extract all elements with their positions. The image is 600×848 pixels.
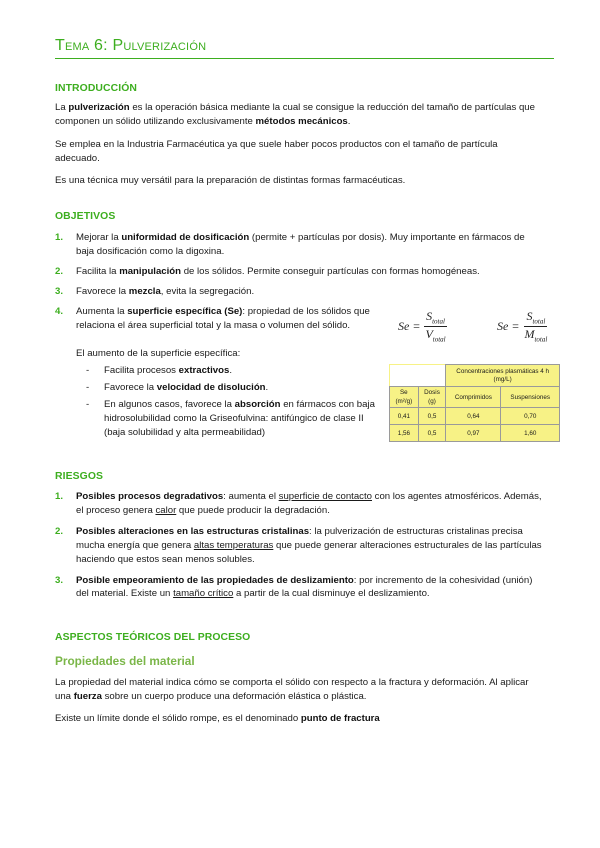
- formula-se-mass: Se = $\frac{S_{total}}{M_{total}}$: [497, 309, 548, 344]
- table-group-header: Concentraciones plasmáticas 4 h (mg/L): [446, 365, 560, 387]
- table-blank-cell: [390, 365, 446, 387]
- list-item: 2. Posibles alteraciones en las estructuras cristalinas: la pulverización de estructuras cristalinas precisa mucha energía que genera altas temperaturas que puede generar alteraciones estructurales de las partículas haciendo que estos sean menos solubles.: [55, 525, 542, 565]
- list-item: 2. Facilita la manipulación de los sólidos. Permite conseguir partículas con formas homogéneas.: [55, 265, 480, 277]
- table-row: [390, 425, 560, 442]
- objetivos-list: [55, 231, 545, 338]
- list-item: 1. Posibles procesos degradativos: aumenta el superficie de contacto con los agentes atmosféricos. Además, el proceso genera calor que puede producir la degradación.: [55, 491, 542, 516]
- table-cell: 0,70: [501, 408, 560, 425]
- table-cell: 1,56: [390, 425, 419, 442]
- table-cell: 0,5: [418, 425, 446, 442]
- list-item: - En algunos casos, favorece la absorción en fármacos con baja hidrosolubilidad como la Griseofulvina: antifúngico de clase II (baja solubilidad y alta permeabilidad): [86, 398, 375, 438]
- sub-intro: El aumento de la superficie específica:: [76, 348, 241, 359]
- table-row: [390, 408, 560, 425]
- subheading-propiedades: Propiedades del material: [55, 654, 195, 668]
- title-divider: [55, 58, 554, 59]
- intro-paragraph-1: La pulverización es la operación básica mediante la cual se consigue la reducción del tamaño de partículas que componen un sólido utilizando exclusivamente métodos mecánicos.: [55, 102, 535, 127]
- table-cell: 0,5: [418, 408, 446, 425]
- list-item: - Favorece la velocidad de disolución.: [86, 381, 269, 393]
- list-item: 4. Aumenta la superficie específica (Se): propiedad de los sólidos que relaciona el área superficial total y la masa o volumen del sólido.: [55, 305, 370, 331]
- concentraciones-table: [389, 364, 560, 442]
- table-cell: 0,41: [390, 408, 419, 425]
- title-prefix: Tema 6:: [55, 37, 108, 54]
- heading-riesgos: RIESGOS: [55, 471, 104, 482]
- table-col-header: Suspensiones: [501, 387, 560, 408]
- intro-paragraph-3: Es una técnica muy versátil para la preparación de distintas formas farmacéuticas.: [55, 175, 406, 186]
- formula-se-volume: Se = $\frac{S_{total}}{V_{total}}$: [398, 309, 446, 344]
- page-title: [55, 34, 206, 57]
- heading-introduccion: INTRODUCCIÓN: [55, 83, 138, 94]
- table-col-header: Comprimidos: [446, 387, 501, 408]
- table-col-header: Se (m²/g): [390, 387, 419, 408]
- table-cell: 0,64: [446, 408, 501, 425]
- aspectos-paragraph-2: Existe un límite donde el sólido rompe, es el denominado punto de fractura: [55, 713, 380, 724]
- heading-aspectos: ASPECTOS TEÓRICOS DEL PROCESO: [55, 632, 251, 643]
- title-main: Pulverización: [112, 37, 207, 54]
- aspectos-paragraph-1: La propiedad del material indica cómo se comporta el sólido con respecto a la fractura y deformación. Al aplicar una fuerza sobre un cuerpo produce una deformación elástica o plástica.: [55, 677, 529, 702]
- table-cell: 1,60: [501, 425, 560, 442]
- list-item: - Facilita procesos extractivos.: [86, 365, 232, 376]
- list-item: 3. Posible empeoramiento de las propiedades de deslizamiento: por incremento de la cohesividad (unión) del material. Existe un tamaño crítico a partir de la cual disminuye el deslizamiento.: [55, 574, 533, 600]
- list-item: 1. Mejorar la uniformidad de dosificación (permite + partículas por dosis). Muy importante en fármacos de baja dosificación como la digoxina.: [55, 232, 525, 257]
- intro-paragraph-2: Se emplea en la Industria Farmacéutica ya que suele haber pocos productos con el tamaño de partícula adecuado.: [55, 139, 498, 164]
- heading-objetivos: OBJETIVOS: [55, 211, 116, 222]
- superficie-sub-list: [76, 364, 376, 443]
- riesgos-list: [55, 490, 545, 607]
- table-cell: 0,97: [446, 425, 501, 442]
- list-item: 3. Favorece la mezcla, evita la segregación.: [55, 285, 255, 297]
- table-col-header: Dosis (g): [418, 387, 446, 408]
